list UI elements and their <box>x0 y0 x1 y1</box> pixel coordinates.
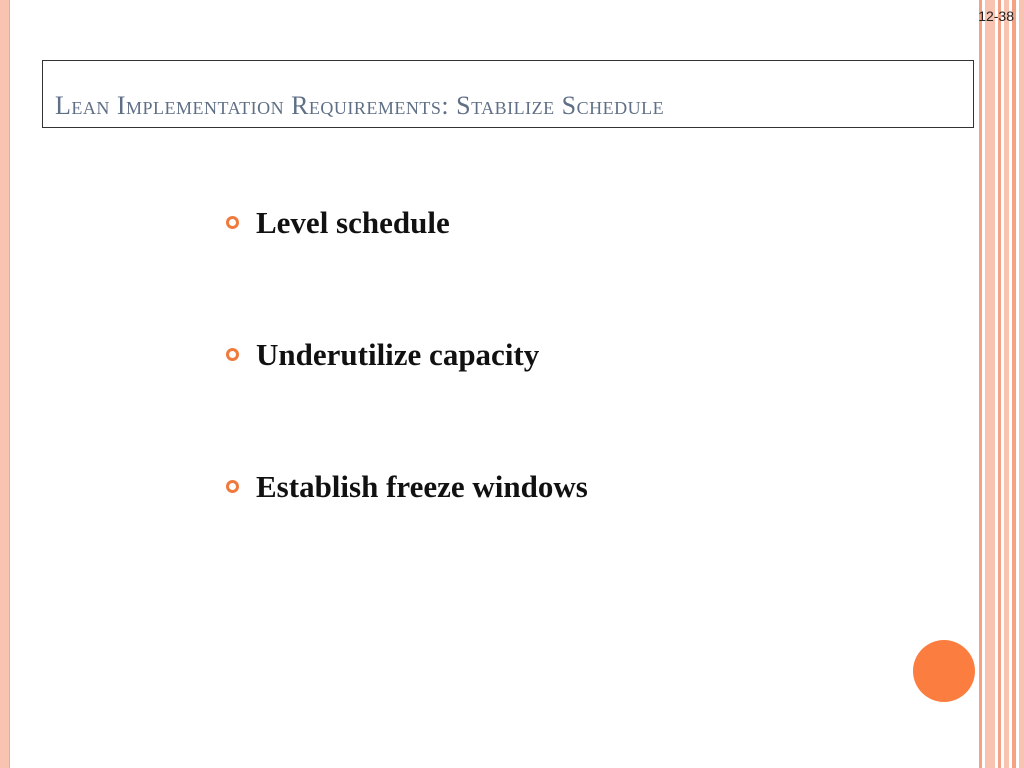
slide-number: 12-38 <box>978 8 1014 24</box>
slide-title: Lean Implementation Requirements: Stabilize Schedule <box>55 91 665 120</box>
bullet-text: Establish freeze windows <box>256 469 588 504</box>
border-stripe <box>985 0 995 768</box>
border-stripe <box>998 0 1001 768</box>
border-stripe <box>1004 0 1009 768</box>
right-border-stripes <box>979 0 1024 768</box>
border-stripe <box>1019 0 1024 768</box>
title-box <box>42 60 974 128</box>
left-border-stripe <box>0 0 10 768</box>
bullet-text: Underutilize capacity <box>256 337 540 372</box>
circle-bullet-icon <box>226 348 239 361</box>
decorative-circle <box>913 640 975 702</box>
border-stripe <box>1012 0 1016 768</box>
circle-bullet-icon <box>226 480 239 493</box>
circle-bullet-icon <box>226 216 239 229</box>
border-stripe <box>979 0 982 768</box>
bullet-text: Level schedule <box>256 205 450 240</box>
